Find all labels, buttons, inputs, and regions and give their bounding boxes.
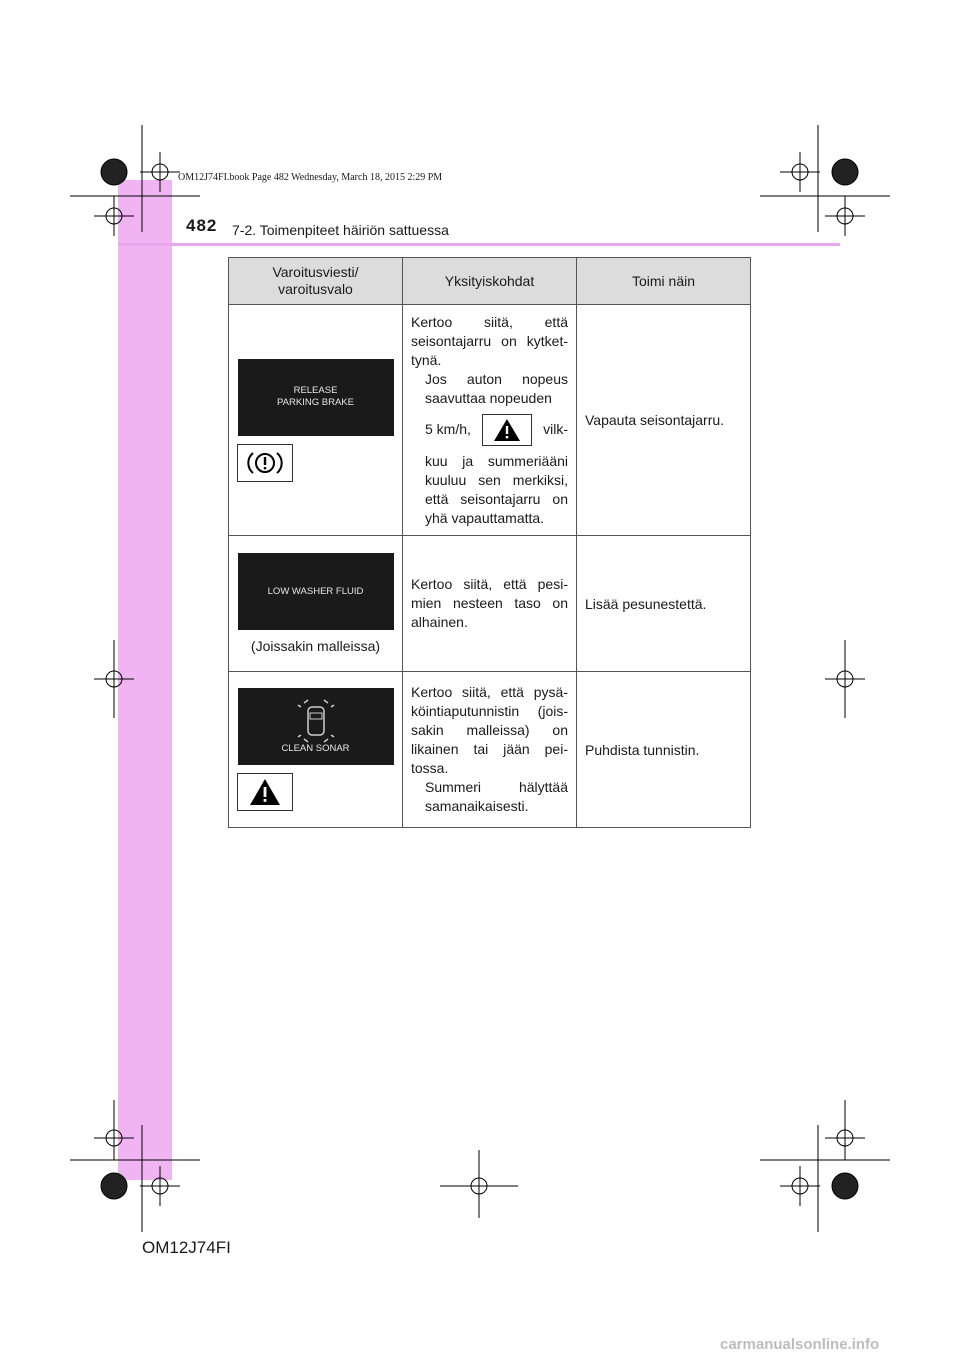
footer-model-code: OM12J74FI (142, 1238, 231, 1257)
header-warning-label: Varoitusviesti/ varoitusvalo (272, 264, 359, 297)
detail-subtext (411, 370, 568, 528)
detail-subtext: Summeri hälyttää samanaikaisesti. (425, 779, 568, 814)
detail-subtext-b: 5 km/h, (425, 421, 471, 437)
warning-messages-table (228, 257, 751, 828)
warning-triangle-icon (249, 778, 281, 806)
car-sensor-icon (296, 699, 336, 743)
detail-text: Kertoo siitä, että seisontajarru on kytket- tynä. (411, 313, 568, 368)
warning-cell (229, 672, 403, 828)
header-rule (118, 243, 840, 246)
warning-cell (229, 536, 403, 672)
column-header-action: Toimi näin (577, 258, 751, 305)
warning-triangle-icon (493, 418, 521, 442)
detail-subtext-a: Jos auton nopeus saavuttaa nopeuden (425, 370, 568, 406)
action-cell: Lisää pesunestettä. (577, 536, 751, 672)
details-cell (403, 305, 577, 536)
master-warning-icon-box (237, 773, 293, 811)
brake-warning-icon-box (237, 444, 293, 482)
detail-subtext-d: kuu ja summeriääni kuuluu sen merkiksi, että seisontajarru on yhä vapauttamatta. (425, 452, 568, 526)
column-header-warning (229, 258, 403, 305)
screen-text: LOW WASHER FLUID (267, 585, 364, 597)
display-screen-low-washer-fluid (238, 553, 394, 630)
action-cell: Puhdista tunnistin. (577, 672, 751, 828)
book-info: OM12J74FI.book Page 482 Wednesday, March 18, 2015 2:29 PM (178, 172, 443, 183)
table-row (229, 672, 751, 828)
screen-text: CLEAN SONAR (281, 743, 350, 754)
page-number: 482 (186, 216, 218, 235)
warning-cell (229, 305, 403, 536)
details-cell: Kertoo siitä, että pesi- mien nesteen taso on alhainen. (403, 536, 577, 672)
table-row (229, 536, 751, 672)
display-screen-release-parking-brake (238, 359, 394, 436)
details-cell (403, 672, 577, 828)
master-warning-inline-icon (482, 414, 532, 446)
action-cell: Vapauta seisontajarru. (577, 305, 751, 536)
table-row (229, 305, 751, 536)
brake-warning-icon (245, 449, 285, 477)
detail-subtext-c: vilk- (543, 421, 568, 437)
model-note: (Joissakin malleissa) (250, 638, 381, 654)
section-title: 7-2. Toimenpiteet häiriön sattuessa (232, 222, 449, 238)
display-screen-clean-sonar (238, 688, 394, 765)
table-header-row (229, 258, 751, 305)
screen-text: PARKING BRAKE (277, 397, 354, 408)
column-header-details: Yksityiskohdat (403, 258, 577, 305)
detail-text: Kertoo siitä, että pysä- köintiaputunnistin (jois- sakin malleissa) on likainen tai jään pei- tossa. (411, 684, 568, 776)
screen-text: RELEASE (293, 385, 338, 396)
chapter-side-tab (118, 180, 172, 1180)
watermark: carmanualsonline.info (720, 1336, 880, 1353)
